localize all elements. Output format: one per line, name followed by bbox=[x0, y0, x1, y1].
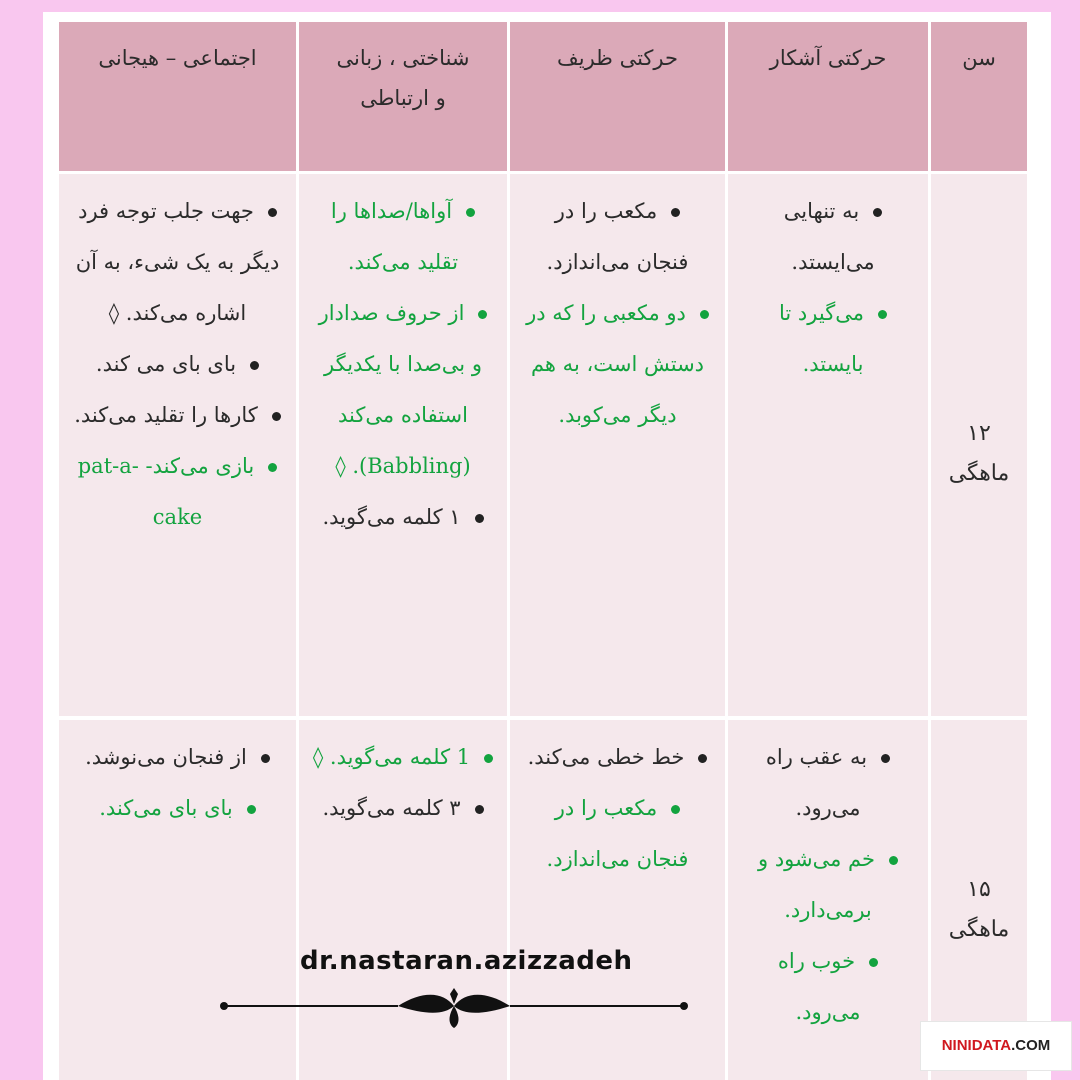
row2-gross-item-1: به عقب راه می‌رود. bbox=[758, 732, 898, 834]
header-fine-motor-label: حرکتی ظریف bbox=[557, 46, 678, 70]
header-social-label: اجتماعی – هیجانی bbox=[98, 46, 257, 70]
header-gross-motor-label: حرکتی آشکار bbox=[769, 46, 887, 70]
bullet-icon bbox=[272, 412, 281, 421]
row1-cog-item-2: از حروف صدادار و بی‌صدا با یکدیگر استفاده می‌کند (Babbling). ◊ bbox=[311, 288, 495, 492]
bullet-icon bbox=[268, 208, 277, 217]
bullet-icon bbox=[475, 514, 484, 523]
bullet-icon bbox=[889, 856, 898, 865]
row2-social-item-2: بای بای می‌کند. bbox=[71, 783, 284, 834]
row2-cog-item-2: ۳ کلمه می‌گوید. bbox=[311, 783, 495, 834]
ornament-divider-icon bbox=[218, 986, 690, 1030]
bullet-icon bbox=[878, 310, 887, 319]
bullet-icon bbox=[250, 361, 259, 370]
row1-social-item-2: بای بای می کند. bbox=[71, 339, 284, 390]
header-social bbox=[59, 22, 296, 171]
row1-fine-item-2: دو مکعبی را که در دستش است، به هم دیگر می‌کوبد. bbox=[526, 288, 709, 441]
header-cognitive-label: شناختی ، زبانی و ارتباطی bbox=[336, 46, 470, 110]
bullet-icon bbox=[247, 805, 256, 814]
bullet-icon bbox=[475, 805, 484, 814]
header-age-label: سن bbox=[962, 46, 996, 70]
row1-gross-item-2: می‌گیرد تا بایستد. bbox=[768, 288, 898, 390]
bullet-icon bbox=[873, 208, 882, 217]
row2-social-item-1: از فنجان می‌نوشد. bbox=[71, 732, 284, 783]
header-age bbox=[931, 22, 1027, 171]
bullet-icon bbox=[466, 208, 475, 217]
bullet-icon bbox=[671, 208, 680, 217]
header-gross-motor bbox=[728, 22, 928, 171]
row2-cog-item-1: 1 کلمه می‌گوید. ◊ bbox=[311, 732, 495, 783]
row1-age-cell bbox=[931, 174, 1027, 716]
bullet-icon bbox=[478, 310, 487, 319]
bullet-icon bbox=[698, 754, 707, 763]
bullet-icon bbox=[484, 754, 493, 763]
logo-part-1: NINIDATA bbox=[941, 1037, 1012, 1054]
row2-fine-item-1: خط خطی می‌کند. bbox=[526, 732, 709, 783]
row1-gross-motor-cell bbox=[728, 174, 928, 716]
bullet-icon bbox=[869, 958, 878, 967]
row1-social-item-3: کارها را تقلید می‌کند. bbox=[71, 390, 284, 441]
row1-age: ۱۲ ماهگی bbox=[948, 421, 1010, 486]
row1-social-cell bbox=[59, 174, 296, 716]
watermark-text: dr.nastaran.azizzadeh bbox=[300, 946, 633, 976]
row1-cog-item-1: آواها/صداها را تقلید می‌کند. bbox=[311, 186, 495, 288]
row1-fine-motor-cell bbox=[510, 174, 725, 716]
row2-fine-item-2: مکعب را در فنجان می‌اندازد. bbox=[546, 796, 689, 871]
header-fine-motor bbox=[510, 22, 725, 171]
row2-gross-item-3: خوب راه می‌رود. bbox=[758, 936, 898, 1038]
row1-cog-item-3: ۱ کلمه می‌گوید. bbox=[311, 492, 495, 543]
logo-part-2: .COM bbox=[1011, 1037, 1051, 1054]
bullet-icon bbox=[268, 463, 277, 472]
row1-cognitive-cell bbox=[299, 174, 507, 716]
row1-gross-item-1: به تنهایی می‌ایستد. bbox=[768, 186, 898, 288]
row2-gross-item-2: خم می‌شود و برمی‌دارد. bbox=[758, 834, 898, 936]
ninidata-logo bbox=[920, 1021, 1072, 1071]
row1-fine-item-1: مکعب را در فنجان می‌اندازد. bbox=[546, 199, 689, 274]
row2-gross-motor-cell bbox=[728, 720, 928, 1080]
bullet-icon bbox=[261, 754, 270, 763]
row2-age: ۱۵ ماهگی bbox=[948, 877, 1010, 942]
header-cognitive bbox=[299, 22, 507, 171]
bullet-icon bbox=[700, 310, 709, 319]
bullet-icon bbox=[671, 805, 680, 814]
row1-social-item-4: بازی می‌کند- pat-a-cake bbox=[71, 441, 284, 543]
bullet-icon bbox=[881, 754, 890, 763]
row1-social-item-1: جهت جلب توجه فرد دیگر به یک شیء، به آن اشاره می‌کند. ◊ bbox=[75, 199, 280, 325]
